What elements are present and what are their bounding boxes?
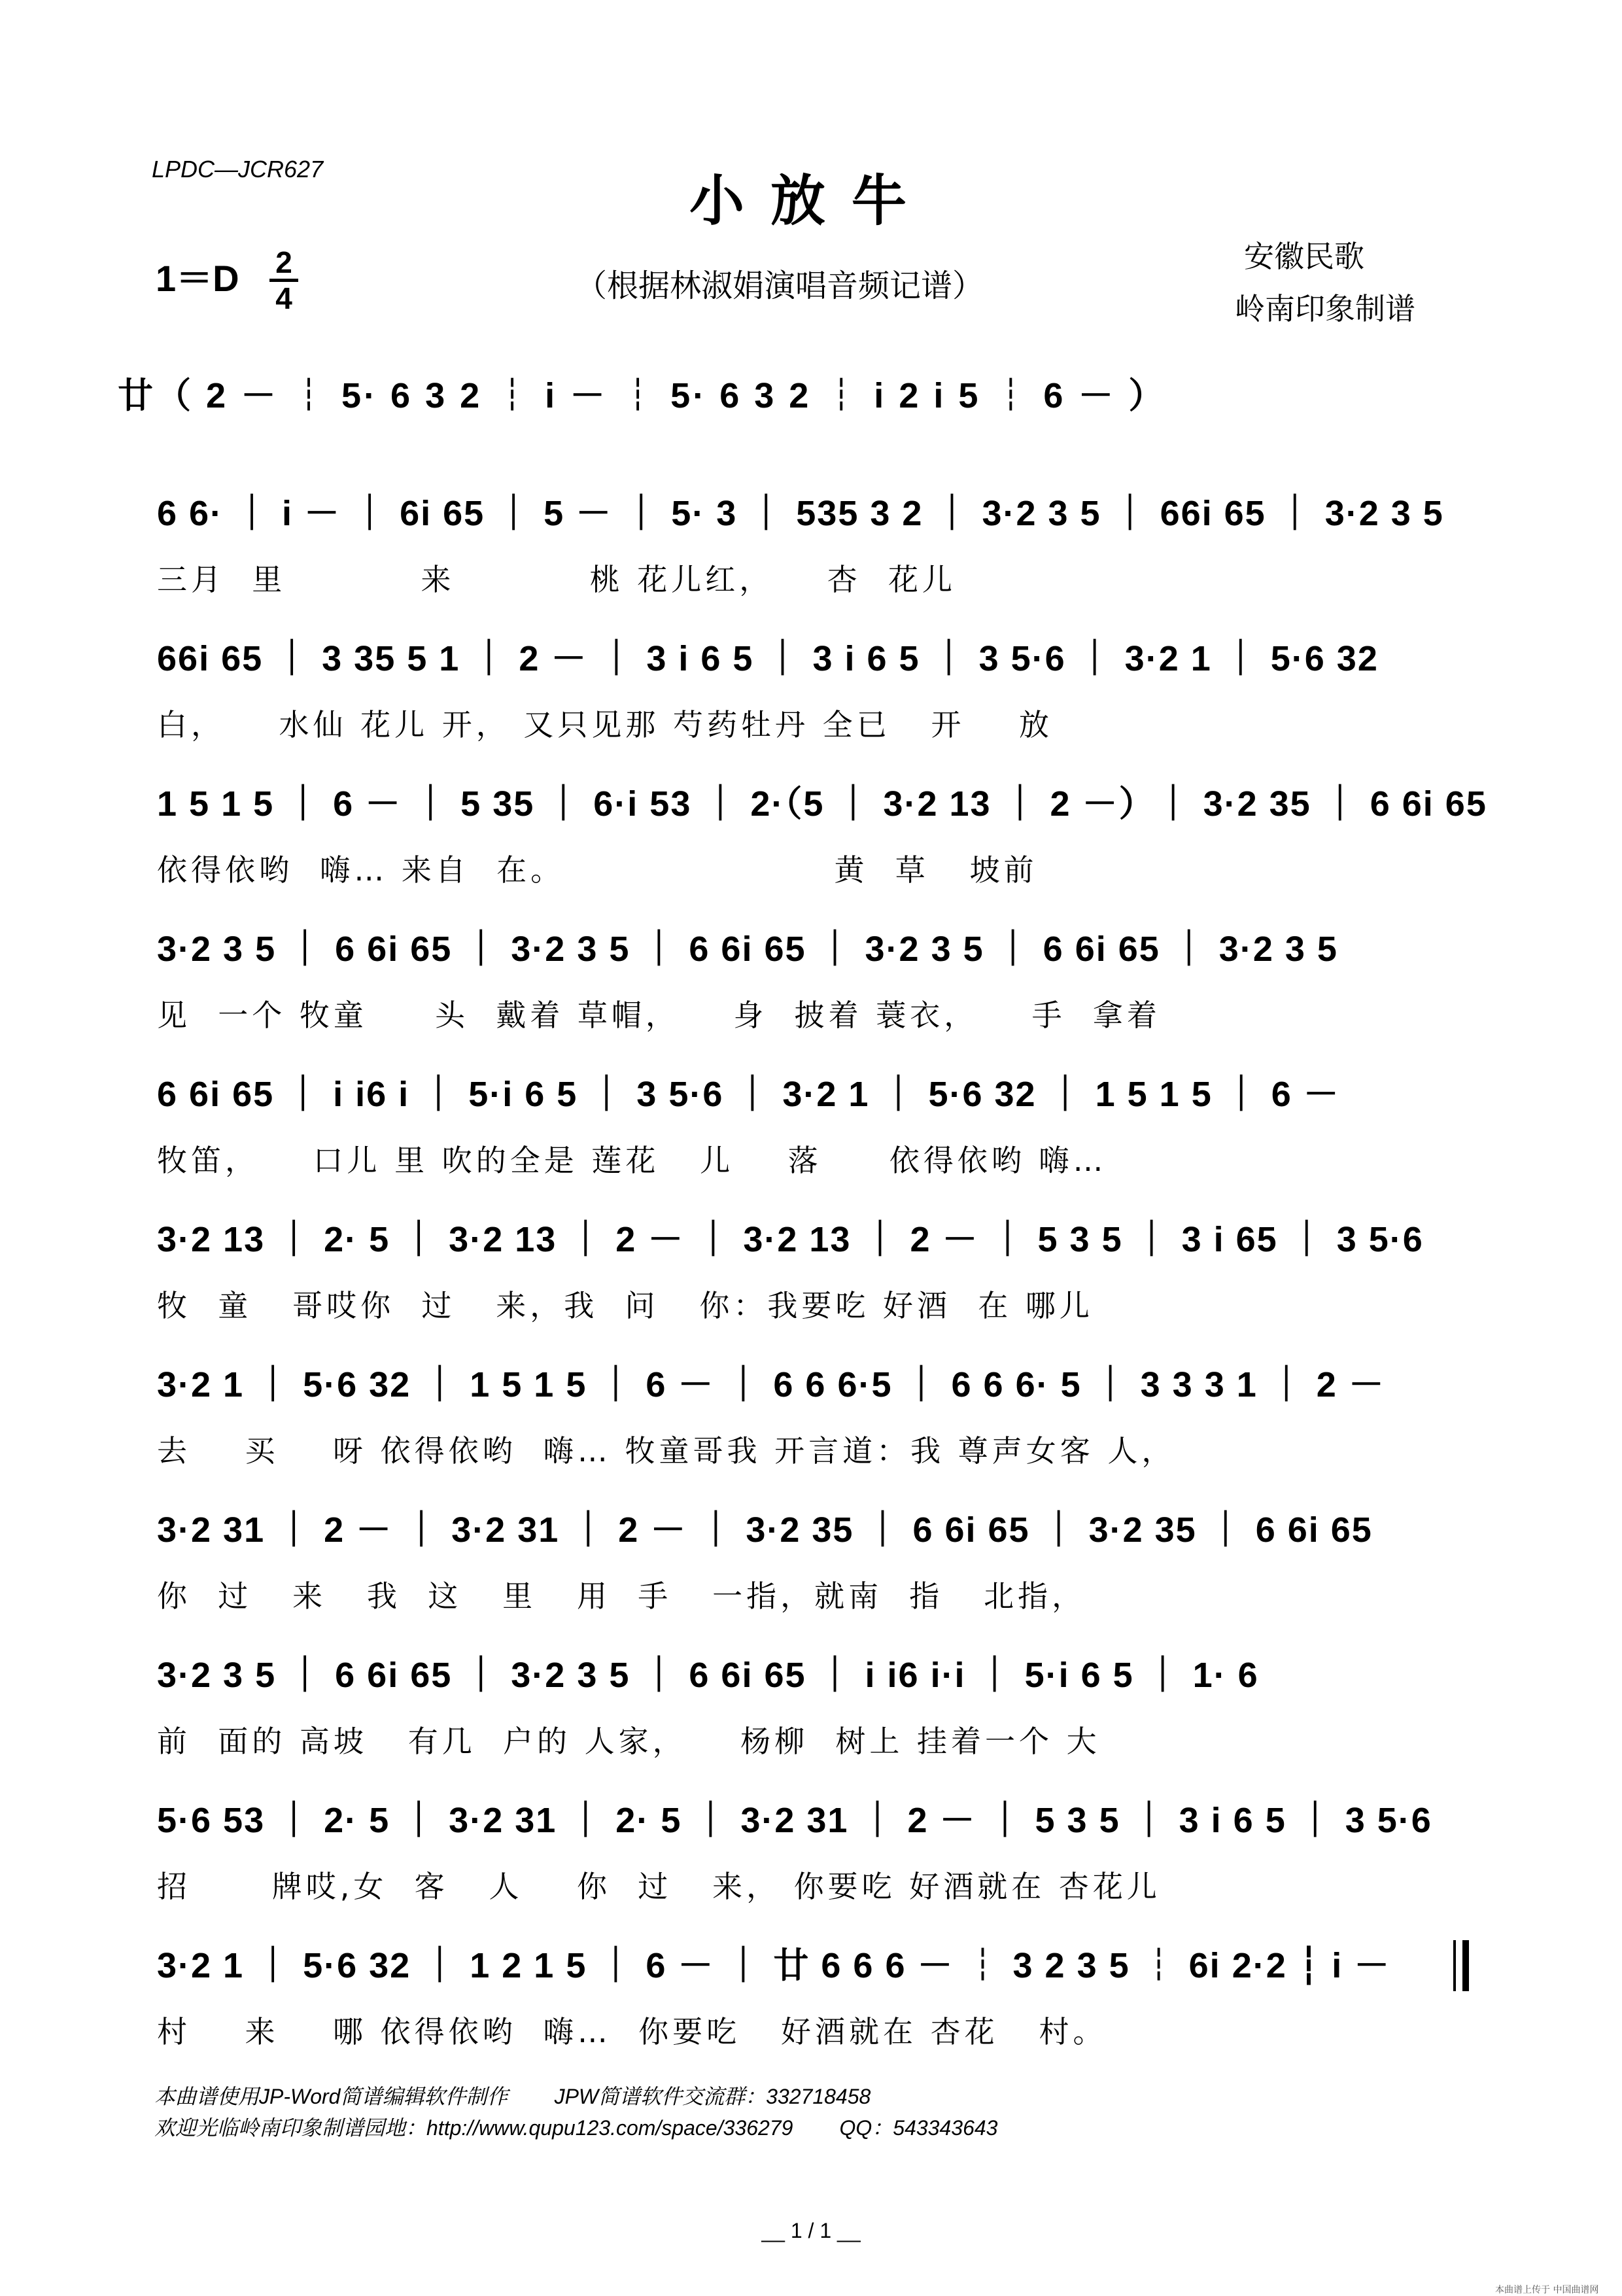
lyrics-line: 牧 童 哥哎你 过 来，我 问 你：我要吃 好酒 在 哪儿 [157,1288,1094,1323]
lyrics-line: 三月 里 来 桃 花儿红， 杏 花儿 [157,562,957,597]
notation-line: 66i 65 ｜ 3 35 5 1 ｜ 2 － ｜ 3 i 6 5 ｜ 3 i 6 5 ｜ 3 5·6 ｜ 3·2 1 ｜ 5·6 32 [157,639,1379,678]
arranger: 岭南印象制谱 [1235,291,1415,326]
final-barline-thin [1453,1940,1456,1991]
lyrics-line: 牧笛， 口儿 里 吹的全是 莲花 儿 落 依得依哟 嗨… [157,1143,1107,1178]
lyrics-line: 白， 水仙 花儿 开， 又只见那 芍药牡丹 全已 开 放 [157,707,1053,742]
footer-website-note: 欢迎光临岭南印象制谱园地：http://www.qupu123.com/space/336279 QQ：543343643 [154,2116,998,2140]
footer-software-note: 本曲谱使用JP-Word简谱编辑软件制作 JPW简谱软件交流群：332718458 [154,2085,871,2108]
lyrics-line: 村 来 哪 依得依哟 嗨… 你要吃 好酒就在 杏花 村。 [157,2014,1107,2049]
lyrics-line: 你 过 来 我 这 里 用 手 一指，就南 指 北指， [157,1578,1086,1614]
notation-line: 3·2 3 5 ｜ 6 6i 65 ｜ 3·2 3 5 ｜ 6 6i 65 ｜ i i6 i·i ｜ 5·i 6 5 ｜ 1· 6 [157,1656,1259,1695]
notation-line: 3·2 3 5 ｜ 6 6i 65 ｜ 3·2 3 5 ｜ 6 6i 65 ｜ 3·2 3 5 ｜ 6 6i 65 ｜ 3·2 3 5 [157,930,1338,969]
score-code: LPDC—JCR627 [152,156,324,183]
lyrics-line: 招 牌哎,女 客 人 你 过 来， 你要吃 好酒就在 杏花儿 [157,1869,1161,1904]
score-row [157,484,1478,597]
subtitle: （根据林淑娟演唱音频记谱） [576,268,984,304]
score-row [157,1791,1478,1904]
time-signature [269,247,298,313]
notation-line: 6 6i 65 ｜ i i6 i ｜ 5·i 6 5 ｜ 3 5·6 ｜ 3·2 1 ｜ 5·6 32 ｜ 1 5 1 5 ｜ 6 － [157,1075,1340,1114]
score-row [157,774,1487,888]
notation-line: 1 5 1 5 ｜ 6 － ｜ 5 35 ｜ 6·i 53 ｜ 2·（5 ｜ 3·2 13 ｜ 2 －）｜ 3·2 35 ｜ 6 6i 65 [157,784,1487,824]
lyrics-line: 前 面的 高坡 有几 户的 人家， 杨柳 树上 挂着一个 大 [157,1724,1101,1759]
score-row [157,1646,1478,1759]
meter-top: 2 [275,245,292,279]
score-row [157,1355,1478,1469]
lyrics-line: 见 一个 牧童 头 戴着 草帽， 身 披着 蓑衣， 手 拿着 [157,998,1161,1033]
lyrics-line: 依得依哟 嗨… 来自 在。 黄 草 坡前 [157,852,1038,888]
page-number: __ 1 / 1 __ [761,2219,861,2242]
score-row [157,1065,1478,1178]
score-row [157,1501,1478,1614]
notation-line: 3·2 31 ｜ 2 － ｜ 3·2 31 ｜ 2 － ｜ 3·2 35 ｜ 6 6i 65 ｜ 3·2 35 ｜ 6 6i 65 [157,1510,1373,1550]
score-row [157,920,1478,1033]
intro-row [118,366,1485,471]
upload-watermark: 本曲谱上传于 中国曲谱网 [1495,2285,1599,2295]
song-title: 小放牛 [689,168,933,233]
notation-line: 3·2 1 ｜ 5·6 32 ｜ 1 5 1 5 ｜ 6 － ｜ 6 6 6·5 ｜ 6 6 6· 5 ｜ 3 3 3 1 ｜ 2 － [157,1365,1385,1404]
lyrics-line: 去 买 呀 依得依哟 嗨… 牧童哥我 开言道：我 尊声女客 人， [157,1433,1176,1469]
notation-line: 3·2 13 ｜ 2· 5 ｜ 3·2 13 ｜ 2 － ｜ 3·2 13 ｜ 2 － ｜ 5 3 5 ｜ 3 i 65 ｜ 3 5·6 [157,1220,1424,1259]
score-row [157,1936,1478,2049]
song-origin: 安徽民歌 [1244,239,1364,274]
key-signature: 1＝D [156,258,239,299]
final-barline-thick [1462,1940,1469,1991]
score-row [157,1210,1478,1323]
intro-notation: 廿（ 2 － ┆ 5· 6 3 2 ┆ i － ┆ 5· 6 3 2 ┆ i 2 i 5 ┆ 6 － ） [118,376,1167,415]
notation-line: 3·2 1 ｜ 5·6 32 ｜ 1 2 1 5 ｜ 6 － ｜ 廿 6 6 6 － ┆ 3 2 3 5 ┆ 6i 2·2 ┆ i － [157,1946,1391,1985]
score-row [157,629,1478,742]
notation-line: 5·6 53 ｜ 2· 5 ｜ 3·2 31 ｜ 2· 5 ｜ 3·2 31 ｜ 2 － ｜ 5 3 5 ｜ 3 i 6 5 ｜ 3 5·6 [157,1801,1432,1840]
notation-line: 6 6· ｜ i － ｜ 6i 65 ｜ 5 － ｜ 5· 3 ｜ 535 3 2 ｜ 3·2 3 5 ｜ 66i 65 ｜ 3·2 3 5 [157,494,1444,533]
meter-bottom: 4 [275,281,292,315]
